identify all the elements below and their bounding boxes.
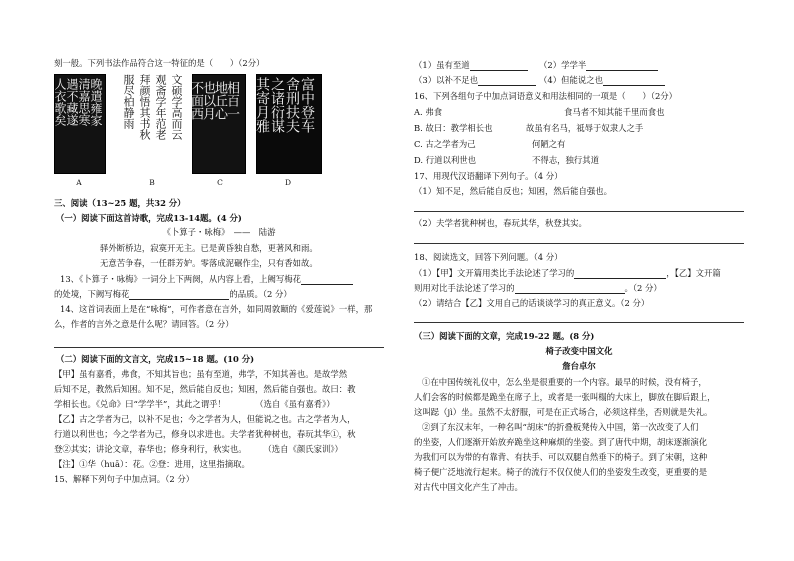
calligraphy-a-col2: 清嘉思寒 — [77, 78, 91, 126]
calligraphy-d-col2: 舍刑扶夫 — [284, 77, 300, 133]
question-18-1-text-a: （1）【甲】文开篇用类比手法论述了学习的 — [414, 268, 575, 278]
calligraphy-a-label: A — [76, 178, 82, 187]
part-1-heading: （一）阅读下面这首诗歌，完成13-14题。(4 分) — [56, 213, 242, 223]
q15-item-3-text: （3）以补不足也 — [414, 75, 478, 85]
article-line-4: ②到了东汉末年，一种名叫“胡床”的折叠板凳传入中国，第一次改变了人们 — [422, 422, 699, 432]
q16-option-c-left[interactable]: C. 古之学者为己 — [414, 139, 476, 149]
answer-line-18-2[interactable] — [414, 322, 744, 323]
q16-option-c-right: 何陋之有 — [532, 139, 566, 149]
calligraphy-d-col4: 其寄月雅 — [254, 77, 270, 133]
calligraphy-d-col3: 之诸衍谋 — [269, 77, 285, 133]
answer-line-17-2[interactable] — [414, 243, 744, 244]
calligraphy-a-col1: 晚遣雍家 — [89, 78, 103, 126]
q15-item-2 — [539, 60, 658, 71]
passage-jia-line-3: 学相长也。《兑命》曰“学学半”，其此之谓乎！ （选自《虽有嘉肴》） — [54, 399, 335, 409]
question-16: 16、下列各组句子中加点词语意义和用法相同的一项是（ ）（2分） — [414, 91, 678, 101]
passage-jia-line-1: 【甲】虽有嘉肴，弗食，不知其旨也；虽有至道，弗学，不知其善也。是故学然 — [54, 369, 348, 379]
article-line-8: 对古代中国文化产生了冲击。 — [414, 482, 523, 492]
calligraphy-d-col1: 富中登车 — [299, 77, 315, 133]
calligraphy-d-image — [256, 74, 322, 174]
question-13-text-a: 13、《卜算子・咏梅》一词分上下两阕，从内容上看，上阙写梅花 — [60, 274, 301, 284]
part-2-heading: （二）阅读下面的文言文，完成15~18 题。(10 分) — [56, 354, 255, 364]
calligraphy-a-col3: 遇不藏遂 — [65, 78, 79, 126]
calligraphy-b-col3: 拜颜悟其书秋 — [138, 74, 151, 140]
calligraphy-b-col2: 观斋学年范老 — [154, 74, 167, 140]
q16-option-b-right: 故虽有名马，祗辱于奴隶人之手 — [526, 123, 644, 133]
calligraphy-c-col2: 地丘心 — [212, 81, 227, 120]
q15-item-4 — [539, 75, 665, 86]
question-12-stem: 刻一般。下列书法作品符合这一特征的是（ ）（2分） — [54, 58, 265, 68]
question-13-text-b: 的处境，下阙写梅花 — [54, 289, 130, 299]
question-13-text-c: 的品质。（2 分） — [229, 289, 292, 299]
answer-blank-18-1b[interactable] — [515, 284, 625, 294]
article-line-7: 椅子便广泛地流行起来。椅子的流行不仅仅使人们的坐姿发生改变，更重要的是 — [414, 467, 708, 477]
question-17-1: （1）知不足，然后能自反也；知困，然后能自强也。 — [414, 186, 612, 196]
article-author: 詹台卓尔 — [562, 361, 596, 371]
calligraphy-c-col4: 不面西 — [188, 81, 203, 120]
calligraphy-a-col4: 人衣歌矣 — [53, 78, 67, 126]
article-line-3: 这叫跽（jì）坐。虽然不太舒服，可是在正式场合，必须这样坐，否则就是失礼。 — [414, 407, 713, 417]
passage-yi-line-1: 【乙】古之学者为己，以补不足也；今之学者为人，但能说之也。古之学者为人， — [54, 414, 356, 424]
question-18-1-text-d: 。（2 分） — [624, 283, 662, 293]
article-line-6: 为我们可以为带的有靠背、有扶手、可以双腿自然垂下的椅子。到了宋朝，这种 — [414, 452, 708, 462]
q16-option-a-right: 食马者不知其能千里而食也 — [564, 107, 665, 117]
calligraphy-c-col1: 相百一 — [224, 81, 239, 120]
article-line-1: ①在中国传统礼仪中，怎么坐是很重要的一个内容。最早的时候，没有椅子， — [422, 377, 707, 387]
question-18-1-text-c: 则用对比手法论述了学习的 — [414, 283, 515, 293]
article-title: 椅子改变中国文化 — [545, 346, 613, 356]
calligraphy-d-label: D — [284, 178, 291, 187]
q15-item-1-text: （1）虽有至道 — [414, 60, 470, 70]
q15-item-4-text: （4）但能说之也 — [539, 75, 603, 85]
q16-option-d-right: 不得志，独行其道 — [532, 155, 599, 165]
question-18-1 — [414, 268, 721, 279]
calligraphy-c-image — [188, 74, 246, 174]
question-18-2: （2）请结合【乙】文用自己的话谈谈学习的真正意义。（2 分） — [414, 298, 650, 308]
poem-line-1: 驿外断桥边，寂寞开无主。已是黄昏独自愁，更著风和雨。 — [100, 243, 318, 253]
poem-line-2: 无意苦争春，一任群芳妒。零落成泥碾作尘，只有香如故。 — [100, 258, 318, 268]
calligraphy-c-col3: 也以月 — [200, 81, 215, 120]
part-3-heading: （三）阅读下面的文章，完成19-22 题。(8 分) — [414, 331, 595, 341]
article-line-5: 的坐姿，人们逐渐开始放弃跪坐这种麻烦的坐姿。到了唐代中期，胡床逐渐演化 — [414, 437, 708, 447]
question-13-continued — [54, 289, 292, 300]
answer-blank-15-2[interactable] — [586, 61, 658, 71]
calligraphy-c-label: C — [217, 178, 223, 187]
answer-blank-15-4[interactable] — [603, 76, 665, 86]
article-line-2: 人们会客的时候都是跪坐在席子上，或者是一张叫榻的大床上，脚放在脚后跟上， — [414, 392, 716, 402]
question-18-1-continued — [414, 283, 662, 294]
poem-title: 《卜算子・咏梅》 —— 陆游 — [162, 227, 276, 237]
answer-line-14[interactable] — [54, 347, 384, 348]
calligraphy-b-col1: 文硕学高而云 — [170, 74, 183, 140]
answer-blank-15-3[interactable] — [478, 76, 536, 86]
calligraphy-b-image — [120, 74, 184, 172]
question-14-line-2: 么，作者的言外之意是什么呢？请回答。（2 分） — [54, 319, 234, 329]
passage-jia-line-2: 后知不足，教然后知困。知不足，然后能自反也；知困，然后能自强也。故曰：教 — [54, 384, 356, 394]
answer-blank-13a[interactable] — [301, 275, 353, 285]
q15-item-3 — [414, 75, 536, 86]
q15-item-1 — [414, 60, 528, 71]
calligraphy-b-col4: 服尽柏静雨 — [122, 74, 135, 129]
q16-option-d-left[interactable]: D. 行道以利世也 — [414, 155, 476, 165]
question-13 — [60, 274, 353, 285]
q16-option-a-left[interactable]: A. 弗食 — [414, 107, 443, 117]
question-17: 17、用现代汉语翻译下列句子。（4 分） — [414, 171, 563, 181]
question-17-2: （2）夫学者犹种树也，春玩其华，秋登其实。 — [414, 218, 587, 228]
q15-item-2-text: （2）学学半 — [539, 60, 587, 70]
question-18: 18、阅读选文，回答下列问题。（4 分） — [414, 252, 563, 262]
answer-blank-13b[interactable] — [129, 290, 229, 300]
calligraphy-b-label: B — [149, 178, 155, 187]
calligraphy-a-image — [54, 74, 106, 174]
answer-line-17-1[interactable] — [414, 211, 744, 212]
question-14-line-1: 14、这首词表面上是在“咏梅”，可作者意在言外，如同周敦颐的《爱莲说》一样，那 — [60, 304, 373, 314]
question-15: 15、解释下列句子中加点词。（2 分） — [54, 474, 195, 484]
passage-yi-line-3: 登②其实；讲论文章，春华也；修身利行，秋实也。 （选自《颜氏家训》） — [54, 444, 343, 454]
answer-blank-15-1[interactable] — [470, 61, 528, 71]
passage-yi-line-2: 行道以利世也；今之学者为己，修身以求进也。夫学者犹种树也，春玩其华①，秋 — [54, 429, 356, 439]
q16-option-b-left[interactable]: B. 故曰：教学相长也 — [414, 123, 493, 133]
section-3-heading: 三、阅读（13~25 题，共32 分） — [54, 198, 186, 208]
annotation-note: 【注】①华（huā）：花。②登：进用，这里指摘取。 — [54, 459, 250, 469]
question-18-1-text-b: ，【乙】文开篇 — [666, 268, 721, 278]
answer-blank-18-1a[interactable] — [574, 269, 666, 279]
